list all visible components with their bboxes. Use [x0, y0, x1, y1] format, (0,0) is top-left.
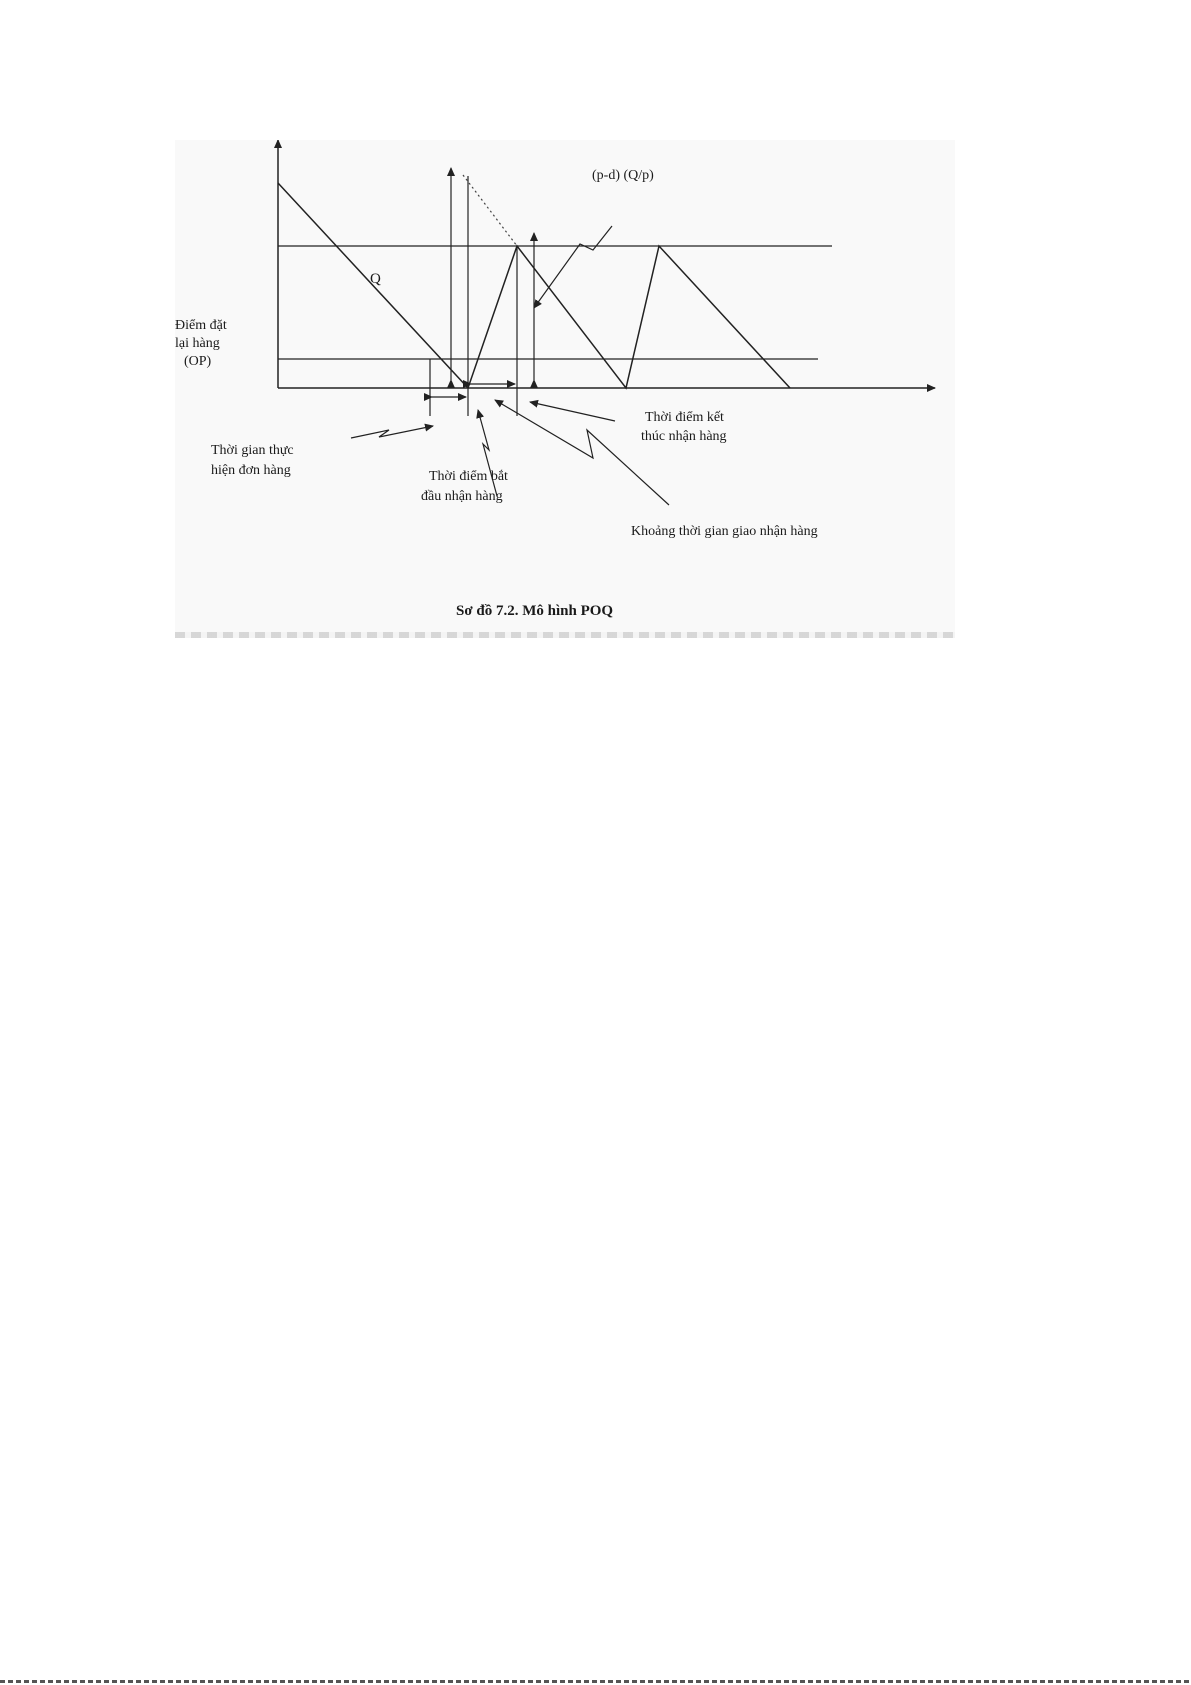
- lead-time-callout-arrow: [351, 426, 433, 438]
- page-bottom-edge: [0, 1680, 1191, 1683]
- delivery-callout-arrow: [495, 400, 669, 505]
- lead-time-label-line2: hiện đơn hàng: [211, 463, 291, 478]
- start-receiving-label-line2: đầu nhận hàng: [421, 489, 503, 504]
- end-callout-arrow: [530, 402, 615, 421]
- op-label-line3: (OP): [184, 354, 212, 369]
- op-label-line1: Điểm đặt: [175, 318, 227, 333]
- cropped-text-line: [175, 632, 955, 638]
- end-receiving-label-line1: Thời điểm kết: [645, 410, 724, 425]
- op-label-line2: lại hàng: [175, 336, 220, 351]
- delivery-interval-label: Khoảng thời gian giao nhận hàng: [631, 524, 818, 539]
- start-receiving-label-line1: Thời điểm bắt: [429, 469, 508, 484]
- pdqp-callout-arrow: [534, 226, 612, 308]
- q-label: Q: [370, 271, 381, 287]
- lead-time-label-line1: Thời gian thực: [211, 443, 294, 458]
- pdqp-label: (p-d) (Q/p): [592, 168, 654, 183]
- figure-caption: Sơ đồ 7.2. Mô hình POQ: [456, 603, 614, 619]
- end-receiving-label-line2: thúc nhận hàng: [641, 429, 727, 444]
- poq-model-figure: [175, 140, 955, 638]
- q-extension-dotted: [463, 175, 517, 246]
- poq-diagram: [175, 140, 955, 638]
